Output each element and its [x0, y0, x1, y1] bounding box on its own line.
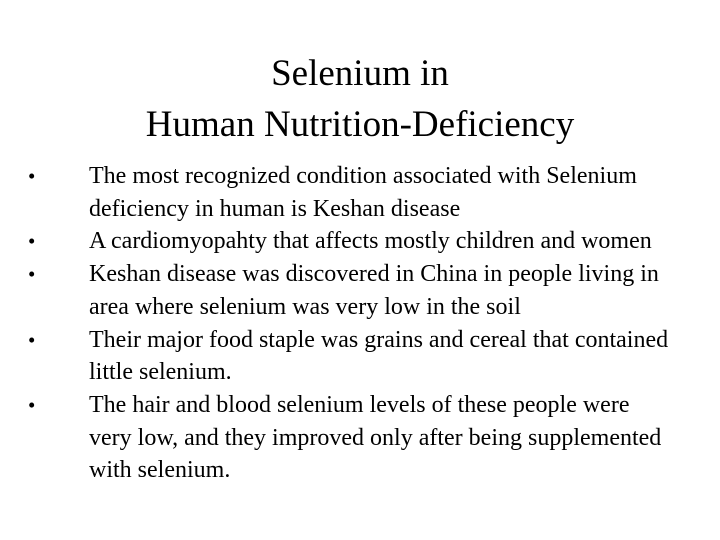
bullet-text: A cardiomyopahty that affects mostly children and women — [89, 228, 652, 255]
bullet-dot: • — [28, 327, 36, 352]
bullet-text: Keshan disease was discovered in China in people living in area where selenium was very low in the soil — [89, 261, 659, 320]
slide-title — [0, 48, 720, 150]
bullet-dot: • — [28, 229, 36, 254]
bullet-text: The most recognized condition associated with Selenium deficiency in human is Keshan disease — [89, 163, 637, 222]
bullet-item — [0, 324, 669, 389]
bullet-item — [0, 225, 669, 258]
bullet-dot: • — [28, 262, 36, 287]
bullet-item — [0, 160, 669, 225]
bullet-item — [0, 389, 669, 487]
bullet-list — [0, 160, 720, 487]
bullet-dot: • — [28, 164, 36, 188]
slide-title-line-1: Selenium in — [271, 53, 449, 94]
slide-title-line-2: Human Nutrition-Deficiency — [145, 104, 575, 145]
bullet-item — [0, 258, 669, 323]
bullet-text: The hair and blood selenium levels of these people were very low, and they improved only after being supplemented with selenium. — [89, 391, 662, 484]
bullet-dot: • — [28, 392, 36, 417]
bullet-text: Their major food staple was grains and cereal that contained little selenium. — [89, 326, 669, 386]
